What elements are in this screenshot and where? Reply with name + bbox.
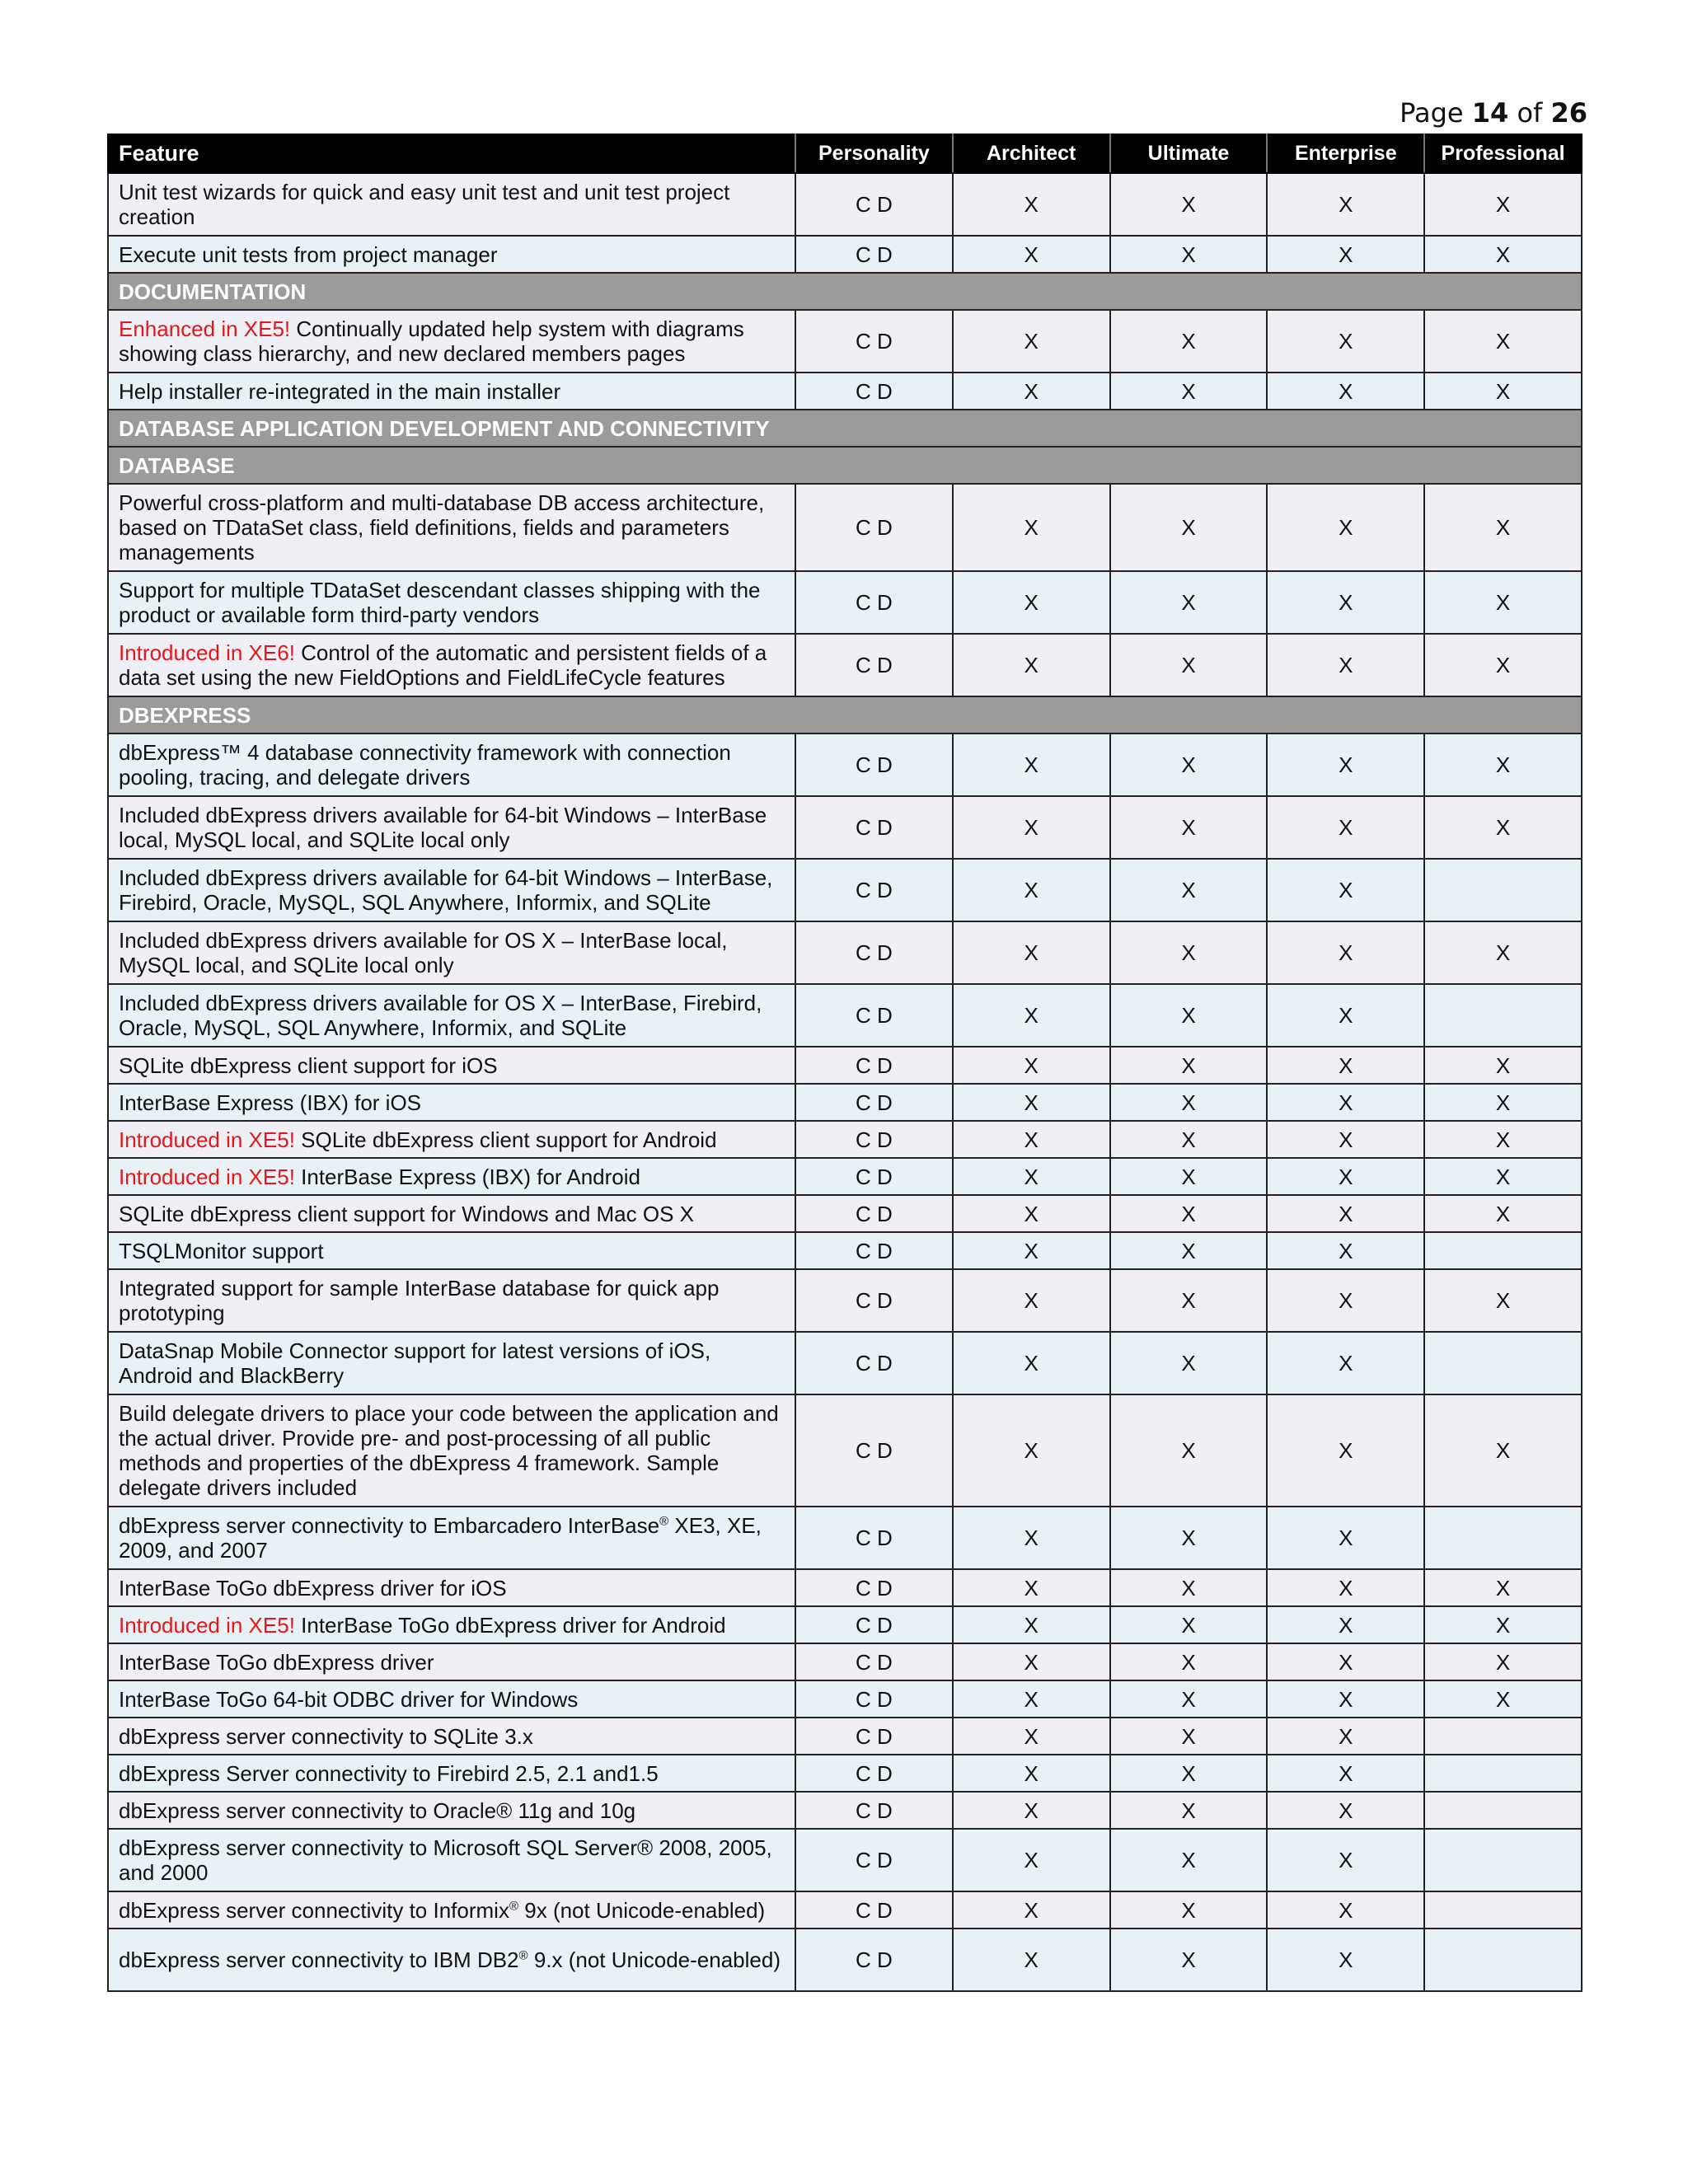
edition-cell-personality: C D <box>795 1232 953 1269</box>
edition-cell-architect: X <box>953 921 1110 984</box>
edition-cell-professional <box>1424 1232 1582 1269</box>
edition-cell-professional: X <box>1424 1394 1582 1507</box>
table-row <box>108 796 1582 859</box>
table-header-row <box>108 134 1582 173</box>
column-header-feature: Feature <box>108 134 795 173</box>
edition-cell-personality: C D <box>795 1606 953 1643</box>
edition-cell-personality: C D <box>795 1792 953 1829</box>
table-row <box>108 1195 1582 1232</box>
edition-cell-professional: X <box>1424 1680 1582 1718</box>
table-row <box>108 859 1582 921</box>
edition-cell-architect: X <box>953 236 1110 273</box>
feature-cell <box>108 1507 795 1569</box>
edition-cell-professional: X <box>1424 1269 1582 1332</box>
feature-text: Included dbExpress drivers available for 64-bit Windows – InterBase local, MySQL local, and SQLite local only <box>119 803 767 852</box>
edition-cell-enterprise: X <box>1267 373 1424 410</box>
edition-cell-enterprise: X <box>1267 859 1424 921</box>
feature-cell <box>108 634 795 696</box>
feature-cell <box>108 984 795 1047</box>
edition-cell-architect: X <box>953 571 1110 634</box>
edition-cell-ultimate: X <box>1110 1929 1268 1991</box>
edition-cell-ultimate: X <box>1110 1829 1268 1891</box>
edition-cell-ultimate: X <box>1110 310 1268 373</box>
feature-cell <box>108 310 795 373</box>
registered-mark: ® <box>509 1898 519 1913</box>
edition-cell-professional <box>1424 859 1582 921</box>
edition-cell-personality: C D <box>795 1569 953 1606</box>
feature-text: DataSnap Mobile Connector support for latest versions of iOS, Android and BlackBerry <box>119 1338 711 1388</box>
feature-cell <box>108 1232 795 1269</box>
edition-cell-architect: X <box>953 373 1110 410</box>
edition-cell-architect: X <box>953 859 1110 921</box>
edition-cell-ultimate: X <box>1110 984 1268 1047</box>
edition-cell-professional <box>1424 1332 1582 1394</box>
edition-cell-ultimate: X <box>1110 1755 1268 1792</box>
edition-cell-ultimate: X <box>1110 1507 1268 1569</box>
feature-cell <box>108 1718 795 1755</box>
edition-cell-personality: C D <box>795 1158 953 1195</box>
edition-cell-enterprise: X <box>1267 733 1424 796</box>
column-header-enterprise: Enterprise <box>1267 134 1424 173</box>
edition-cell-personality: C D <box>795 1394 953 1507</box>
edition-cell-architect: X <box>953 1680 1110 1718</box>
edition-cell-professional: X <box>1424 634 1582 696</box>
edition-cell-personality: C D <box>795 1755 953 1792</box>
feature-text: Help installer re-integrated in the main installer <box>119 378 561 404</box>
feature-text: InterBase ToGo dbExpress driver <box>119 1649 434 1675</box>
table-row <box>108 1084 1582 1121</box>
table-row <box>108 1121 1582 1158</box>
edition-cell-professional: X <box>1424 733 1582 796</box>
edition-cell-enterprise: X <box>1267 1158 1424 1195</box>
edition-cell-personality: C D <box>795 1084 953 1121</box>
edition-cell-architect: X <box>953 1195 1110 1232</box>
feature-text: InterBase Express (IBX) for iOS <box>119 1090 422 1115</box>
feature-cell <box>108 571 795 634</box>
feature-text: Build delegate drivers to place your code between the application and the actual driver. Provide pre- and post-processing of all public methods and properties of the dbExpress 4 framework. Sample delegate drivers included <box>119 1401 779 1500</box>
edition-cell-architect: X <box>953 1718 1110 1755</box>
edition-cell-enterprise: X <box>1267 1829 1424 1891</box>
table-row <box>108 484 1582 571</box>
feature-cell <box>108 1929 795 1991</box>
section-title: DOCUMENTATION <box>108 273 1582 310</box>
edition-cell-architect: X <box>953 1332 1110 1394</box>
section-header-row <box>108 696 1582 733</box>
feature-cell <box>108 796 795 859</box>
feature-cell <box>108 921 795 984</box>
table-row <box>108 733 1582 796</box>
edition-cell-professional: X <box>1424 921 1582 984</box>
edition-cell-enterprise: X <box>1267 1643 1424 1680</box>
feature-cell <box>108 1680 795 1718</box>
feature-matrix-table <box>107 134 1582 1992</box>
table-row <box>108 310 1582 373</box>
registered-mark: ® <box>518 1948 528 1963</box>
edition-cell-personality: C D <box>795 796 953 859</box>
edition-cell-enterprise: X <box>1267 1680 1424 1718</box>
feature-text: Integrated support for sample InterBase database for quick app prototyping <box>119 1276 720 1325</box>
feature-cell <box>108 1195 795 1232</box>
edition-cell-ultimate: X <box>1110 796 1268 859</box>
feature-text: Included dbExpress drivers available for OS X – InterBase, Firebird, Oracle, MySQL, SQL Anywhere, Informix, and SQLite <box>119 991 762 1040</box>
edition-cell-professional: X <box>1424 1569 1582 1606</box>
edition-cell-ultimate: X <box>1110 1121 1268 1158</box>
edition-cell-enterprise: X <box>1267 236 1424 273</box>
section-title: DATABASE APPLICATION DEVELOPMENT AND CONNECTIVITY <box>108 410 1582 447</box>
feature-text: InterBase Express (IBX) for Android <box>294 1164 640 1189</box>
registered-mark: ® <box>659 1514 669 1529</box>
feature-cell <box>108 1394 795 1507</box>
edition-cell-ultimate: X <box>1110 859 1268 921</box>
edition-cell-enterprise: X <box>1267 1195 1424 1232</box>
table-row <box>108 1269 1582 1332</box>
edition-cell-enterprise: X <box>1267 1507 1424 1569</box>
edition-cell-ultimate: X <box>1110 1718 1268 1755</box>
feature-cell <box>108 373 795 410</box>
edition-cell-personality: C D <box>795 1680 953 1718</box>
edition-cell-personality: C D <box>795 1121 953 1158</box>
feature-cell <box>108 236 795 273</box>
edition-cell-ultimate: X <box>1110 1643 1268 1680</box>
feature-text: Powerful cross-platform and multi-database DB access architecture, based on TDataSet class, field definitions, fields and parameters managements <box>119 490 765 565</box>
edition-cell-professional: X <box>1424 1195 1582 1232</box>
column-header-architect: Architect <box>953 134 1110 173</box>
new-feature-badge: Enhanced in XE5! <box>119 316 291 341</box>
edition-cell-personality: C D <box>795 984 953 1047</box>
feature-text: InterBase ToGo 64-bit ODBC driver for Windows <box>119 1686 579 1712</box>
edition-cell-architect: X <box>953 1891 1110 1929</box>
edition-cell-enterprise: X <box>1267 1394 1424 1507</box>
edition-cell-architect: X <box>953 1269 1110 1332</box>
edition-cell-architect: X <box>953 733 1110 796</box>
edition-cell-professional: X <box>1424 1121 1582 1158</box>
table-row <box>108 173 1582 236</box>
edition-cell-enterprise: X <box>1267 634 1424 696</box>
feature-cell <box>108 1891 795 1929</box>
edition-cell-ultimate: X <box>1110 373 1268 410</box>
table-row <box>108 1047 1582 1084</box>
table-row <box>108 1891 1582 1929</box>
edition-cell-professional <box>1424 984 1582 1047</box>
edition-cell-architect: X <box>953 1755 1110 1792</box>
edition-cell-personality: C D <box>795 859 953 921</box>
edition-cell-professional <box>1424 1929 1582 1991</box>
feature-cell <box>108 1269 795 1332</box>
edition-cell-architect: X <box>953 1569 1110 1606</box>
edition-cell-enterprise: X <box>1267 1269 1424 1332</box>
new-feature-badge: Introduced in XE6! <box>119 640 295 665</box>
edition-cell-enterprise: X <box>1267 173 1424 236</box>
feature-text: Included dbExpress drivers available for OS X – InterBase local, MySQL local, and SQLite local only <box>119 928 728 977</box>
edition-cell-professional: X <box>1424 1158 1582 1195</box>
feature-text: Execute unit tests from project manager <box>119 241 498 267</box>
edition-cell-professional: X <box>1424 310 1582 373</box>
edition-cell-professional: X <box>1424 236 1582 273</box>
edition-cell-enterprise: X <box>1267 796 1424 859</box>
edition-cell-personality: C D <box>795 1047 953 1084</box>
feature-text: dbExpress server connectivity to Embarcadero InterBase <box>119 1513 660 1538</box>
table-row <box>108 1394 1582 1507</box>
table-row <box>108 1792 1582 1829</box>
table-row <box>108 1232 1582 1269</box>
edition-cell-ultimate: X <box>1110 1394 1268 1507</box>
column-header-ultimate: Ultimate <box>1110 134 1268 173</box>
feature-cell <box>108 1121 795 1158</box>
feature-cell <box>108 1606 795 1643</box>
feature-cell <box>108 484 795 571</box>
edition-cell-professional <box>1424 1507 1582 1569</box>
feature-text: dbExpress server connectivity to Oracle® 11g and 10g <box>119 1797 636 1823</box>
edition-cell-ultimate: X <box>1110 921 1268 984</box>
table-row <box>108 373 1582 410</box>
feature-cell <box>108 1158 795 1195</box>
table-row <box>108 236 1582 273</box>
edition-cell-enterprise: X <box>1267 1792 1424 1829</box>
edition-cell-ultimate: X <box>1110 484 1268 571</box>
table-row <box>108 921 1582 984</box>
feature-text: dbExpress™ 4 database connectivity framework with connection pooling, tracing, and delegate drivers <box>119 740 731 790</box>
table-row <box>108 1718 1582 1755</box>
edition-cell-architect: X <box>953 1121 1110 1158</box>
edition-cell-architect: X <box>953 1232 1110 1269</box>
edition-cell-architect: X <box>953 1643 1110 1680</box>
feature-text: Included dbExpress drivers available for 64-bit Windows – InterBase, Firebird, Oracle, MySQL, SQL Anywhere, Informix, and SQLite <box>119 865 773 915</box>
edition-cell-personality: C D <box>795 1195 953 1232</box>
feature-text-continued: 9x (not Unicode-enabled) <box>518 1897 766 1923</box>
feature-text: SQLite dbExpress client support for Windows and Mac OS X <box>119 1201 694 1226</box>
edition-cell-architect: X <box>953 1792 1110 1829</box>
edition-cell-personality: C D <box>795 373 953 410</box>
edition-cell-enterprise: X <box>1267 1084 1424 1121</box>
edition-cell-architect: X <box>953 1394 1110 1507</box>
edition-cell-architect: X <box>953 484 1110 571</box>
edition-cell-ultimate: X <box>1110 1569 1268 1606</box>
edition-cell-ultimate: X <box>1110 571 1268 634</box>
edition-cell-professional <box>1424 1829 1582 1891</box>
edition-cell-architect: X <box>953 1929 1110 1991</box>
column-header-professional: Professional <box>1424 134 1582 173</box>
edition-cell-personality: C D <box>795 173 953 236</box>
edition-cell-professional: X <box>1424 373 1582 410</box>
edition-cell-architect: X <box>953 984 1110 1047</box>
table-row <box>108 1569 1582 1606</box>
edition-cell-enterprise: X <box>1267 1232 1424 1269</box>
edition-cell-personality: C D <box>795 1332 953 1394</box>
edition-cell-ultimate: X <box>1110 1680 1268 1718</box>
edition-cell-professional <box>1424 1792 1582 1829</box>
edition-cell-personality: C D <box>795 1718 953 1755</box>
edition-cell-architect: X <box>953 634 1110 696</box>
edition-cell-personality: C D <box>795 1891 953 1929</box>
edition-cell-architect: X <box>953 1158 1110 1195</box>
edition-cell-ultimate: X <box>1110 634 1268 696</box>
edition-cell-personality: C D <box>795 1929 953 1991</box>
edition-cell-personality: C D <box>795 310 953 373</box>
feature-text: InterBase ToGo dbExpress driver for iOS <box>119 1575 507 1601</box>
table-body <box>108 173 1582 1991</box>
edition-cell-personality: C D <box>795 1829 953 1891</box>
feature-text: dbExpress server connectivity to Informix <box>119 1897 509 1923</box>
edition-cell-professional: X <box>1424 796 1582 859</box>
edition-cell-architect: X <box>953 1507 1110 1569</box>
table-row <box>108 1680 1582 1718</box>
edition-cell-professional: X <box>1424 1047 1582 1084</box>
column-header-personality: Personality <box>795 134 953 173</box>
edition-cell-enterprise: X <box>1267 1047 1424 1084</box>
edition-cell-ultimate: X <box>1110 733 1268 796</box>
feature-cell <box>108 1569 795 1606</box>
edition-cell-ultimate: X <box>1110 1606 1268 1643</box>
feature-cell <box>108 1332 795 1394</box>
feature-cell <box>108 1755 795 1792</box>
edition-cell-personality: C D <box>795 236 953 273</box>
table-row <box>108 1507 1582 1569</box>
feature-text: Support for multiple TDataSet descendant classes shipping with the product or available form third-party vendors <box>119 578 761 627</box>
edition-cell-architect: X <box>953 310 1110 373</box>
feature-text: Control of the automatic and persistent fields of a data set using the new FieldOptions and FieldLifeCycle features <box>119 640 767 690</box>
edition-cell-enterprise: X <box>1267 484 1424 571</box>
feature-text: TSQLMonitor support <box>119 1238 324 1263</box>
edition-cell-personality: C D <box>795 484 953 571</box>
edition-cell-ultimate: X <box>1110 1332 1268 1394</box>
table-row <box>108 1332 1582 1394</box>
edition-cell-ultimate: X <box>1110 1232 1268 1269</box>
page-number: Page 14 of 26 <box>1400 97 1587 129</box>
feature-text: dbExpress server connectivity to SQLite 3.x <box>119 1723 533 1749</box>
feature-text: dbExpress server connectivity to Microsoft SQL Server® 2008, 2005, and 2000 <box>119 1835 772 1885</box>
feature-text-continued: XE3, XE, 2009, and 2007 <box>119 1513 762 1563</box>
edition-cell-ultimate: X <box>1110 1891 1268 1929</box>
edition-cell-ultimate: X <box>1110 173 1268 236</box>
edition-cell-enterprise: X <box>1267 571 1424 634</box>
feature-cell <box>108 1792 795 1829</box>
edition-cell-ultimate: X <box>1110 1158 1268 1195</box>
table-row <box>108 1158 1582 1195</box>
edition-cell-enterprise: X <box>1267 1718 1424 1755</box>
feature-text: Unit test wizards for quick and easy unit test and unit test project creation <box>119 180 730 229</box>
table-row <box>108 984 1582 1047</box>
edition-cell-architect: X <box>953 1606 1110 1643</box>
section-header-row <box>108 447 1582 484</box>
feature-cell <box>108 733 795 796</box>
new-feature-badge: Introduced in XE5! <box>119 1612 295 1638</box>
edition-cell-professional <box>1424 1755 1582 1792</box>
new-feature-badge: Introduced in XE5! <box>119 1127 295 1152</box>
edition-cell-professional: X <box>1424 484 1582 571</box>
table-row <box>108 571 1582 634</box>
table-row <box>108 634 1582 696</box>
feature-cell <box>108 1084 795 1121</box>
edition-cell-enterprise: X <box>1267 1891 1424 1929</box>
new-feature-badge: Introduced in XE5! <box>119 1164 295 1189</box>
edition-cell-enterprise: X <box>1267 1755 1424 1792</box>
table-row <box>108 1829 1582 1891</box>
edition-cell-personality: C D <box>795 571 953 634</box>
edition-cell-ultimate: X <box>1110 1047 1268 1084</box>
edition-cell-professional: X <box>1424 1084 1582 1121</box>
edition-cell-enterprise: X <box>1267 310 1424 373</box>
edition-cell-professional: X <box>1424 1606 1582 1643</box>
edition-cell-personality: C D <box>795 1643 953 1680</box>
edition-cell-enterprise: X <box>1267 984 1424 1047</box>
edition-cell-professional: X <box>1424 173 1582 236</box>
edition-cell-enterprise: X <box>1267 1569 1424 1606</box>
table-row <box>108 1755 1582 1792</box>
edition-cell-professional <box>1424 1891 1582 1929</box>
table-row <box>108 1929 1582 1991</box>
feature-cell <box>108 1047 795 1084</box>
feature-text: SQLite dbExpress client support for iOS <box>119 1052 498 1078</box>
edition-cell-architect: X <box>953 1047 1110 1084</box>
edition-cell-enterprise: X <box>1267 1606 1424 1643</box>
feature-cell <box>108 173 795 236</box>
edition-cell-ultimate: X <box>1110 1269 1268 1332</box>
edition-cell-personality: C D <box>795 1507 953 1569</box>
edition-cell-ultimate: X <box>1110 1195 1268 1232</box>
edition-cell-professional: X <box>1424 1643 1582 1680</box>
edition-cell-personality: C D <box>795 921 953 984</box>
feature-cell <box>108 859 795 921</box>
edition-cell-architect: X <box>953 173 1110 236</box>
edition-cell-architect: X <box>953 1084 1110 1121</box>
edition-cell-enterprise: X <box>1267 1929 1424 1991</box>
edition-cell-enterprise: X <box>1267 1121 1424 1158</box>
table-row <box>108 1643 1582 1680</box>
feature-text: InterBase ToGo dbExpress driver for Android <box>294 1612 726 1638</box>
edition-cell-enterprise: X <box>1267 921 1424 984</box>
section-header-row <box>108 410 1582 447</box>
edition-cell-personality: C D <box>795 1269 953 1332</box>
edition-cell-enterprise: X <box>1267 1332 1424 1394</box>
feature-text: SQLite dbExpress client support for Android <box>294 1127 717 1152</box>
feature-text: dbExpress server connectivity to IBM DB2 <box>119 1947 519 1972</box>
edition-cell-ultimate: X <box>1110 1084 1268 1121</box>
feature-text: Continually updated help system with diagrams showing class hierarchy, and new declared members pages <box>119 316 744 366</box>
section-header-row <box>108 273 1582 310</box>
edition-cell-architect: X <box>953 796 1110 859</box>
feature-text-continued: 9.x (not Unicode-enabled) <box>528 1947 781 1972</box>
feature-cell <box>108 1829 795 1891</box>
feature-cell <box>108 1643 795 1680</box>
edition-cell-ultimate: X <box>1110 1792 1268 1829</box>
section-title: DATABASE <box>108 447 1582 484</box>
table-row <box>108 1606 1582 1643</box>
feature-text: dbExpress Server connectivity to Firebird 2.5, 2.1 and1.5 <box>119 1760 659 1786</box>
edition-cell-architect: X <box>953 1829 1110 1891</box>
edition-cell-ultimate: X <box>1110 236 1268 273</box>
edition-cell-professional <box>1424 1718 1582 1755</box>
edition-cell-personality: C D <box>795 733 953 796</box>
edition-cell-personality: C D <box>795 634 953 696</box>
edition-cell-professional: X <box>1424 571 1582 634</box>
section-title: DBEXPRESS <box>108 696 1582 733</box>
